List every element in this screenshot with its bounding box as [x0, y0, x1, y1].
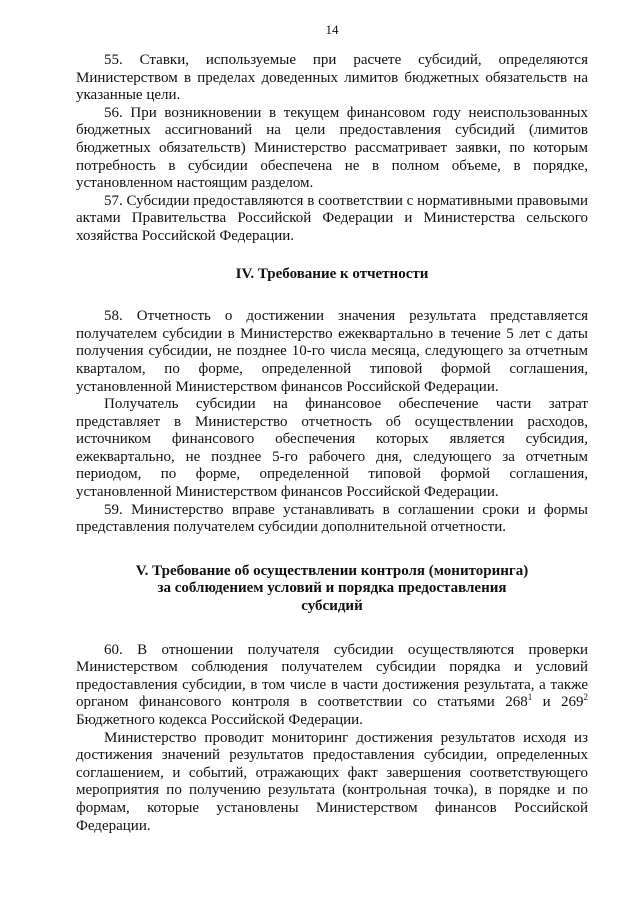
- paragraph-58-recipient: Получатель субсидии на финансовое обеспечение части затрат представляет в Министерство отчетность об осуществлении расходов, источником финансового обеспечения которых является субсидия, ежеквартально, не позднее 5-го рабочего дня, следующего за отчетным периодом, по форме, определенной типовой формой соглашения, установленной Министерством финансов Российской Федерации.: [76, 396, 588, 501]
- paragraph-56: 56. При возникновении в текущем финансовом году неиспользованных бюджетных ассигнований на цели предоставления субсидий (лимитов бюджетных обязательств) Министерство рассматривает заявки, по которым потребность в субсидии обеспечена не в полном объеме, в порядке, установленном настоящим разделом.: [76, 104, 588, 192]
- paragraph-60: [76, 642, 588, 730]
- paragraph-55: 55. Ставки, используемые при расчете субсидий, определяются Министерством в пределах доведенных лимитов бюджетных обязательств на указанные цели.: [76, 52, 588, 104]
- conjunction-and: и: [542, 694, 551, 711]
- paragraph-60-tail: Бюджетного кодекса Российской Федерации.: [76, 712, 363, 728]
- section-4-heading: IV. Требование к отчетности: [235, 265, 429, 282]
- paragraph-57: 57. Субсидии предоставляются в соответствии с нормативными правовыми актами Правительства Российской Федерации и Министерства сельского хозяйства Российской Федерации.: [76, 192, 588, 244]
- paragraph-monitoring: Министерство проводит мониторинг достижения результатов исходя из достижения значений результатов предоставления субсидии, определенных соглашением, и событий, отражающих факт завершения соответствующего мероприятия по получению результата (контрольная точка), в порядке и по формам, которые установлены Министерством финансов Российской Федерации.: [76, 729, 588, 834]
- article-269: 269: [561, 694, 584, 711]
- section-5-heading-line-3: субсидий: [301, 598, 363, 615]
- paragraph-60-text: 60. В отношении получателя субсидии осуществляются проверки Министерством соблюдения получателем субсидии порядка и условий предоставления субсидии, в том числе в части достижения результата, а также органом финансового контроля в соответствии со статьями: [76, 641, 588, 711]
- section-5-heading-line-2: за соблюдением условий и порядка предоставления: [157, 580, 507, 597]
- article-268-superscript: 1: [527, 692, 533, 703]
- article-269-superscript: 2: [583, 692, 589, 703]
- page-number: 14: [325, 22, 339, 37]
- section-5-heading-line-1: V. Требование об осуществлении контроля (мониторинга): [135, 562, 529, 579]
- section-5-heading: [76, 563, 588, 616]
- paragraph-58: 58. Отчетность о достижении значения результата представляется получателем субсидии в Министерство ежеквартально в течение 5 лет с даты получения субсидии, не позднее 10-го числа месяца, следующего за отчетным кварталом, по форме, определенной типовой формой соглашения, установленной Министерством финансов Российской Федерации.: [76, 308, 588, 395]
- paragraph-59: 59. Министерство вправе устанавливать в соглашении сроки и формы представления получателем субсидии дополнительной отчетности.: [76, 501, 588, 536]
- article-268: 268: [505, 694, 528, 711]
